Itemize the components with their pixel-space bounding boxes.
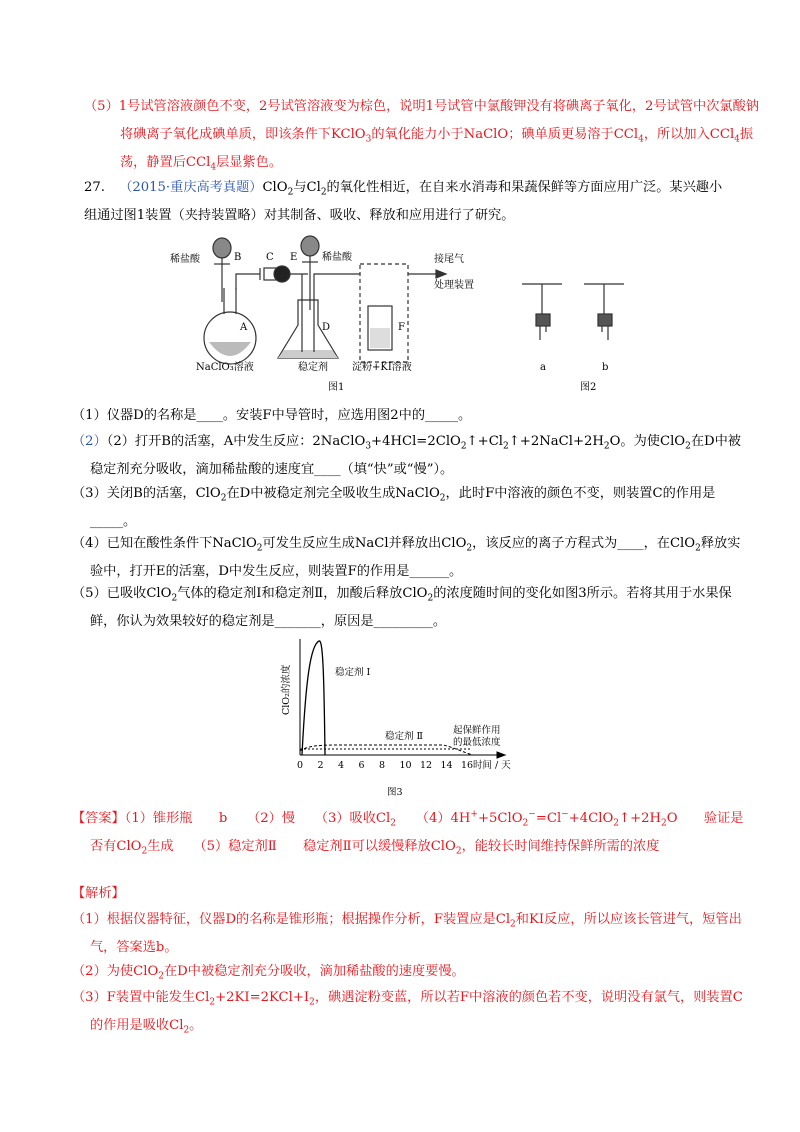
- question-number: 27.: [84, 180, 105, 195]
- fig2-caption: 图2: [580, 382, 597, 393]
- fig3-tick-label: 6: [358, 760, 365, 771]
- label-dilute-hcl-right: 稀盐酸: [322, 252, 352, 263]
- question-intro-text: ClO$_2$与$Cl_2$的氧化性相近，在自来水消毒和果蔬保鲜等方面应用广泛。某兴趣小组通过图1装置（夹持装置略）对其制备、吸收、释放和应用进行了研究。: [84, 180, 723, 223]
- fig2-label-b: b: [602, 362, 609, 373]
- fig3-label-s2: 稳定剂 Ⅱ: [385, 731, 423, 742]
- label-dilute-hcl-left: 稀盐酸: [170, 254, 200, 265]
- fig3-tick-label: 8: [379, 760, 386, 771]
- fig3-label-min-2: 的最低浓度: [453, 737, 501, 748]
- label-C: C: [266, 252, 274, 263]
- label-E: E: [290, 252, 298, 263]
- fig3-caption: 图3: [387, 787, 403, 798]
- clo2-concentration-chart: [275, 635, 535, 803]
- fig3-tick-label: 12: [420, 760, 433, 771]
- fig3-ylabel: ClO₂的浓度: [281, 664, 292, 715]
- analysis-part1: （1）根据仪器特征，仪器D的名称是锥形瓶；根据操作分析，F装置应是$Cl_2$和KI反应，所以应该长管进气，短管出气，答案选b。: [72, 912, 742, 955]
- question-part4: （4）已知在酸性条件下NaClO$_2$可发生反应生成NaCl并释放出ClO$_2$，该反应的离子方程式为____，在ClO$_2$释放实验中，打开E的活塞，D中发生反应，则装置F的作用是______。: [72, 536, 741, 579]
- question-part1: （1）仪器D的名称是____。安装F中导管时，应选用图2中的_____。: [72, 408, 472, 423]
- fig3-label-min-1: 起保鲜作用: [453, 725, 501, 736]
- question-part2: [72, 428, 750, 484]
- question-part5: （5）已吸收ClO$_2$气体的稳定剂Ⅰ和稳定剂Ⅱ，加酸后释放ClO$_2$的浓度随时间的变化如图3所示。若将其用于水果保鲜，你认为效果较好的稳定剂是_______，原因是_________。: [72, 586, 732, 629]
- question-part3: （3）关闭B的活塞，ClO$_2$在D中被稳定剂完全吸收生成NaClO$_2$，此时F中溶液的颜色不变，则装置C的作用是_____。: [72, 486, 716, 529]
- prev-answer-part5: （5）1号试管溶液颜色不变，2号试管溶液变为棕色，说明1号试管中氯酸钾没有将碘离子氧化，2号试管中次氯酸钠将碘离子氧化成碘单质，即该条件下KClO$_3$的氧化能力小于NaClO；碘单质更易溶于CCl$_4$，所以加入CCl$_4$振荡，静置后CCl$_4$层显紫色。: [84, 99, 759, 173]
- label-F: F: [398, 322, 405, 333]
- analysis-part2: （2）为使ClO$_2$在D中被稳定剂充分吸收，滴加稀盐酸的速度要慢。: [72, 964, 465, 982]
- fig3-tick-label: 14: [440, 760, 453, 771]
- label-B: B: [234, 252, 242, 263]
- analysis-tag: 【解析】: [72, 886, 125, 901]
- answer-tag: 【答案】: [72, 811, 125, 826]
- label-naclo3: NaClO₃溶液: [196, 362, 254, 373]
- answer-block: [72, 805, 752, 861]
- part2-prefix: （2）: [72, 434, 107, 449]
- question-27-intro: [84, 174, 734, 230]
- label-exhaust-1: 接尾气: [434, 254, 464, 265]
- apparatus-figure: [150, 230, 680, 398]
- fig3-tick-label: 10: [399, 760, 412, 771]
- part2-text: （2）打开B的活塞，A中发生反应：$2NaClO_3+4HCl=2ClO_2↑+Cl_2↑+2NaCl+2H_2O$。为使ClO$_2$在D中被稳定剂充分吸收，滴加稀盐酸的速度宜____（填“快”或“慢”）。: [90, 434, 741, 477]
- label-exhaust-2: 处理装置: [434, 280, 474, 291]
- label-D: D: [322, 322, 331, 333]
- fig2-label-a: a: [540, 362, 546, 373]
- fig3-tick-label: 16: [461, 760, 474, 771]
- fig3-xlabel: 时间 / 天: [473, 760, 511, 771]
- label-A: A: [240, 322, 248, 333]
- fig3-tick-label: 0: [297, 760, 304, 771]
- answer-text: （1）锥形瓶 b （2）慢 （3）吸收$Cl_2$ $(4)4H^++5ClO_2^-=Cl^-+4ClO_2↑+2H_2O$ 验证是否有ClO$_2$生成 （5）稳定剂Ⅱ 稳定剂Ⅱ可以缓慢释放ClO$_2$，能较长时间维持保鲜所需的浓度: [90, 809, 744, 857]
- question-source-link[interactable]: （2015·重庆高考真题）: [119, 180, 263, 195]
- analysis-part3: （3）F装置中能发生$Cl_2+2KI=2KCl+I_2$，碘遇淀粉变蓝，所以若F中溶液的颜色若不变，说明没有氯气，则装置C的作用是吸收$Cl_2$。: [72, 990, 743, 1036]
- label-ki: 淀粉+KI溶液: [352, 362, 412, 373]
- fig3-tick-label: 2: [317, 760, 324, 771]
- fig3-label-s1: 稳定剂 Ⅰ: [335, 667, 371, 678]
- label-stabilizer: 稳定剂: [298, 362, 328, 373]
- fig1-caption: 图1: [328, 382, 345, 393]
- fig3-tick-label: 4: [338, 760, 345, 771]
